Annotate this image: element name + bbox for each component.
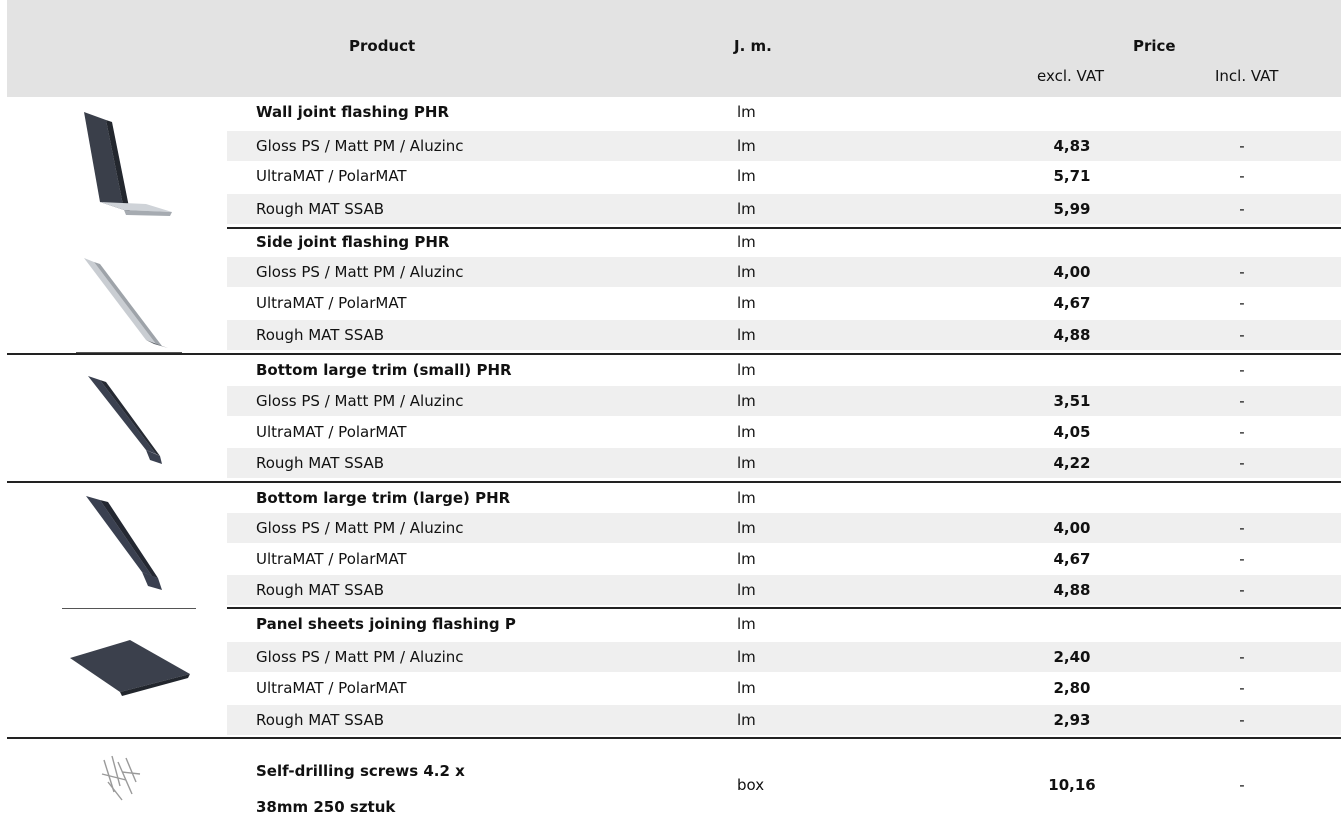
incl-vat-cell (1187, 609, 1297, 639)
price-excl-vat: 5,99 (1053, 200, 1091, 218)
price-excl-vat: 2,40 (1053, 648, 1091, 666)
panel-joining-flashing-image (62, 606, 196, 710)
unit-cell: lm (737, 454, 756, 472)
price-incl-vat: - (1239, 263, 1245, 281)
unit-cell: lm (737, 648, 756, 666)
price-excl-vat: 2,93 (1053, 711, 1091, 729)
bottom-trim-large-image (70, 492, 170, 594)
variant-name: Rough MAT SSAB (256, 454, 385, 472)
header-excl-vat: excl. VAT (1037, 67, 1105, 85)
group-title-row (227, 483, 1341, 513)
price-incl-vat: - (1239, 423, 1245, 441)
price-excl-vat: 4,88 (1053, 326, 1091, 344)
unit-cell: lm (737, 326, 756, 344)
product-group-title: Bottom large trim (large) PHR (256, 489, 511, 507)
price-incl-vat: - (1239, 776, 1245, 794)
price-excl-vat: 4,00 (1053, 263, 1091, 281)
table-row (227, 320, 1341, 350)
product-group-title: Side joint flashing PHR (256, 233, 450, 251)
wall-joint-flashing-image (70, 108, 180, 220)
unit-cell: lm (737, 615, 756, 633)
table-row (227, 544, 1341, 574)
price-incl-vat: - (1239, 294, 1245, 312)
incl-vat-cell (1187, 227, 1297, 257)
incl-vat-cell: - (1239, 361, 1245, 379)
unit-cell: lm (737, 263, 756, 281)
bottom-trim-small-image (70, 372, 170, 472)
table-row (227, 386, 1341, 416)
group-title-row (227, 227, 1341, 257)
table-row (227, 194, 1341, 224)
header-unit: J. m. (734, 37, 772, 55)
variant-name: Rough MAT SSAB (256, 200, 385, 218)
table-row (227, 642, 1341, 672)
unit-cell: lm (737, 711, 756, 729)
unit-cell: lm (737, 392, 756, 410)
price-incl-vat: - (1239, 167, 1245, 185)
price-incl-vat: - (1239, 679, 1245, 697)
screws-name-line2: 38mm 250 sztuk (256, 798, 396, 816)
price-excl-vat: 10,16 (1048, 776, 1096, 794)
variant-name: UltraMAT / PolarMAT (256, 167, 407, 185)
price-excl-vat: 4,83 (1053, 137, 1091, 155)
price-excl-vat: 4,05 (1053, 423, 1091, 441)
unit-cell: lm (737, 294, 756, 312)
incl-vat-cell (1187, 483, 1297, 513)
table-row (227, 161, 1341, 191)
group-title-row (227, 97, 1341, 127)
price-excl-vat: 4,67 (1053, 294, 1091, 312)
variant-name: Rough MAT SSAB (256, 711, 385, 729)
product-group-title: Panel sheets joining flashing P (256, 615, 516, 633)
screws-image (96, 752, 146, 804)
table-row (227, 448, 1341, 478)
product-group-title: Bottom large trim (small) PHR (256, 361, 512, 379)
price-incl-vat: - (1239, 648, 1245, 666)
table-header (7, 0, 1341, 97)
product-group-title: Wall joint flashing PHR (256, 103, 450, 121)
variant-name: UltraMAT / PolarMAT (256, 423, 407, 441)
table-row (227, 131, 1341, 161)
unit-cell: lm (737, 423, 756, 441)
unit-cell: lm (737, 233, 756, 251)
unit-cell: lm (737, 200, 756, 218)
price-incl-vat: - (1239, 137, 1245, 155)
variant-name: UltraMAT / PolarMAT (256, 294, 407, 312)
table-row (227, 746, 1341, 824)
unit-cell: box (737, 776, 765, 794)
unit-cell: lm (737, 361, 756, 379)
price-excl-vat: 4,00 (1053, 519, 1091, 537)
header-incl-vat: Incl. VAT (1215, 67, 1279, 85)
price-incl-vat: - (1239, 392, 1245, 410)
variant-name: Gloss PS / Matt PM / Aluzinc (256, 392, 464, 410)
incl-vat-cell (1187, 97, 1297, 127)
variant-name: Rough MAT SSAB (256, 326, 385, 344)
price-excl-vat: 4,22 (1053, 454, 1091, 472)
price-incl-vat: - (1239, 550, 1245, 568)
variant-name: Gloss PS / Matt PM / Aluzinc (256, 519, 464, 537)
variant-name: Gloss PS / Matt PM / Aluzinc (256, 137, 464, 155)
price-excl-vat: 3,51 (1053, 392, 1091, 410)
price-excl-vat: 2,80 (1053, 679, 1091, 697)
table-row (227, 575, 1341, 605)
table-row (227, 705, 1341, 735)
variant-name: UltraMAT / PolarMAT (256, 679, 407, 697)
unit-cell: lm (737, 137, 756, 155)
screws-name-line1: Self-drilling screws 4.2 x (256, 762, 465, 780)
variant-name: Gloss PS / Matt PM / Aluzinc (256, 263, 464, 281)
group-title-row (227, 609, 1341, 639)
table-row (227, 288, 1341, 318)
unit-cell: lm (737, 103, 756, 121)
table-row (227, 673, 1341, 703)
price-incl-vat: - (1239, 519, 1245, 537)
price-incl-vat: - (1239, 200, 1245, 218)
variant-name: UltraMAT / PolarMAT (256, 550, 407, 568)
unit-cell: lm (737, 550, 756, 568)
group-title-row (227, 355, 1341, 385)
unit-cell: lm (737, 519, 756, 537)
price-incl-vat: - (1239, 711, 1245, 729)
price-excl-vat: 4,67 (1053, 550, 1091, 568)
price-incl-vat: - (1239, 454, 1245, 472)
price-incl-vat: - (1239, 326, 1245, 344)
unit-cell: lm (737, 167, 756, 185)
header-price: Price (1133, 37, 1176, 55)
table-row (227, 513, 1341, 543)
unit-cell: lm (737, 489, 756, 507)
variant-name: Rough MAT SSAB (256, 581, 385, 599)
price-excl-vat: 4,88 (1053, 581, 1091, 599)
unit-cell: lm (737, 581, 756, 599)
table-row (227, 257, 1341, 287)
price-incl-vat: - (1239, 581, 1245, 599)
header-product: Product (349, 37, 416, 55)
price-excl-vat: 5,71 (1053, 167, 1091, 185)
side-joint-flashing-image (70, 252, 182, 356)
group-separator (7, 737, 1341, 739)
table-row (227, 417, 1341, 447)
unit-cell: lm (737, 679, 756, 697)
variant-name: Gloss PS / Matt PM / Aluzinc (256, 648, 464, 666)
